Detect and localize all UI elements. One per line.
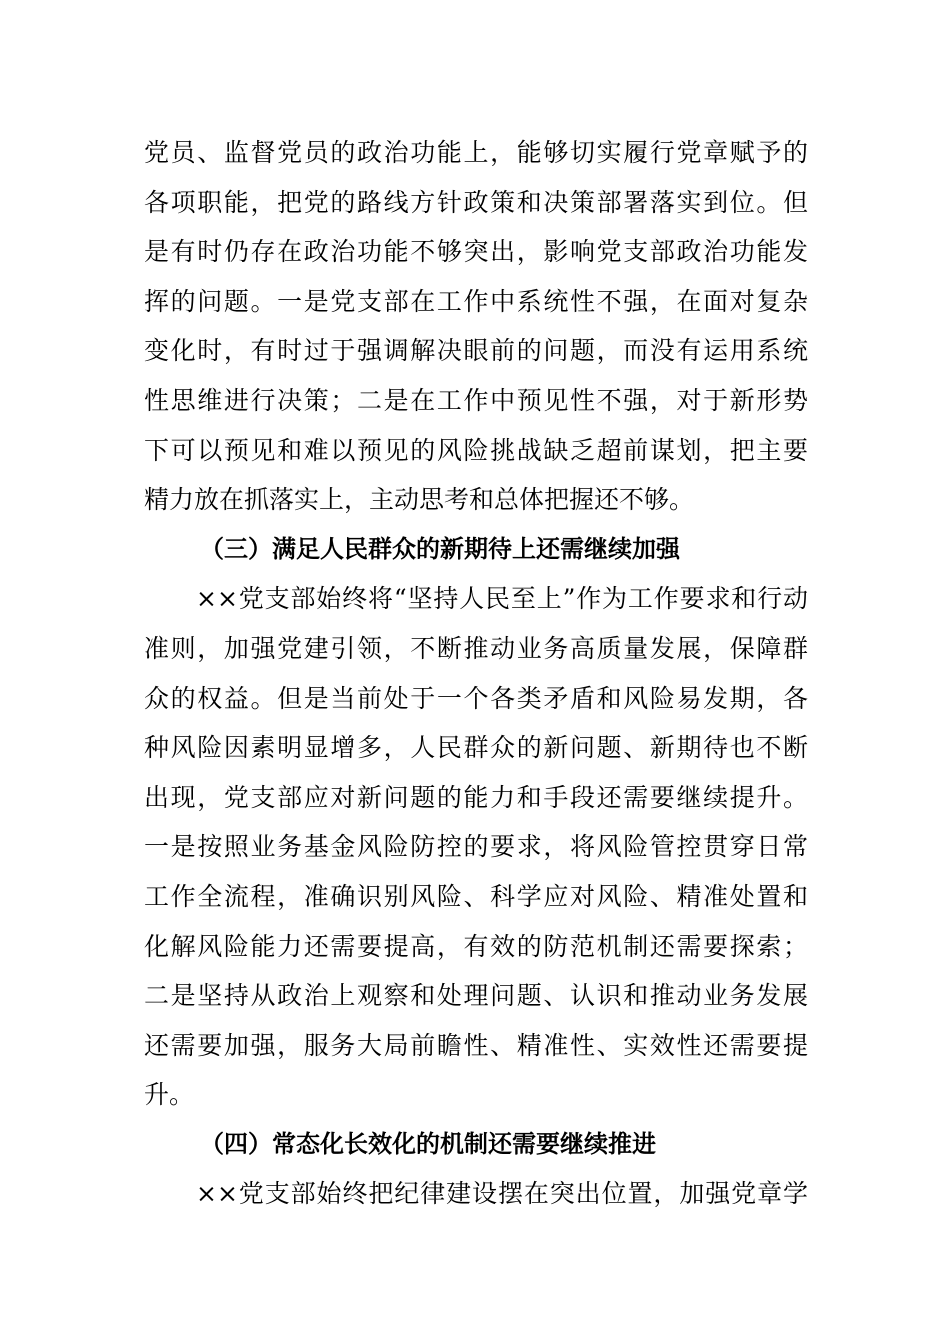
text-line: 是有时仍存在政治功能不够突出，影响党支部政治功能发 xyxy=(144,237,808,267)
text-line: 二是坚持从政治上观察和处理问题、认识和推动业务发展 xyxy=(144,981,808,1011)
text-line: 下可以预见和难以预见的风险挑战缺乏超前谋划，把主要 xyxy=(144,435,808,465)
text-line: 精力放在抓落实上，主动思考和总体把握还不够。 xyxy=(144,485,695,515)
text-line: 挥的问题。一是党支部在工作中系统性不强，在面对复杂 xyxy=(144,286,808,316)
text-line: 各项职能，把党的路线方针政策和决策部署落实到位。但 xyxy=(144,187,808,217)
document-body xyxy=(144,128,808,1219)
section-heading: （四）常态化长效化的机制还需要继续推进 xyxy=(200,1129,656,1158)
text-line: 一是按照业务基金风险防控的要求，将风险管控贯穿日常 xyxy=(144,832,808,862)
text-line: 工作全流程，准确识别风险、科学应对风险、精准处置和 xyxy=(144,881,808,911)
section-heading: （三）满足人民群众的新期待上还需继续加强 xyxy=(200,534,680,563)
text-line: 化解风险能力还需要提高，有效的防范机制还需要探索； xyxy=(144,931,808,961)
text-line: 众的权益。但是当前处于一个各类矛盾和风险易发期，各 xyxy=(144,683,808,713)
text-line: 变化时，有时过于强调解决眼前的问题，而没有运用系统 xyxy=(144,336,808,366)
text-line: ××党支部始终将“坚持人民至上”作为工作要求和行动 xyxy=(196,584,808,614)
text-line: 性思维进行决策；二是在工作中预见性不强，对于新形势 xyxy=(144,385,808,415)
text-line: 党员、监督党员的政治功能上，能够切实履行党章赋予的 xyxy=(144,138,808,167)
text-line: 准则，加强党建引领，不断推动业务高质量发展，保障群 xyxy=(144,633,808,663)
text-line: 升。 xyxy=(144,1080,195,1110)
text-line: 种风险因素明显增多，人民群众的新问题、新期待也不断 xyxy=(144,733,808,763)
text-line: 出现，党支部应对新问题的能力和手段还需要继续提升。 xyxy=(144,782,808,812)
text-line: 还需要加强，服务大局前瞻性、精准性、实效性还需要提 xyxy=(144,1030,808,1060)
text-line: ××党支部始终把纪律建设摆在突出位置，加强党章学 xyxy=(196,1179,808,1209)
